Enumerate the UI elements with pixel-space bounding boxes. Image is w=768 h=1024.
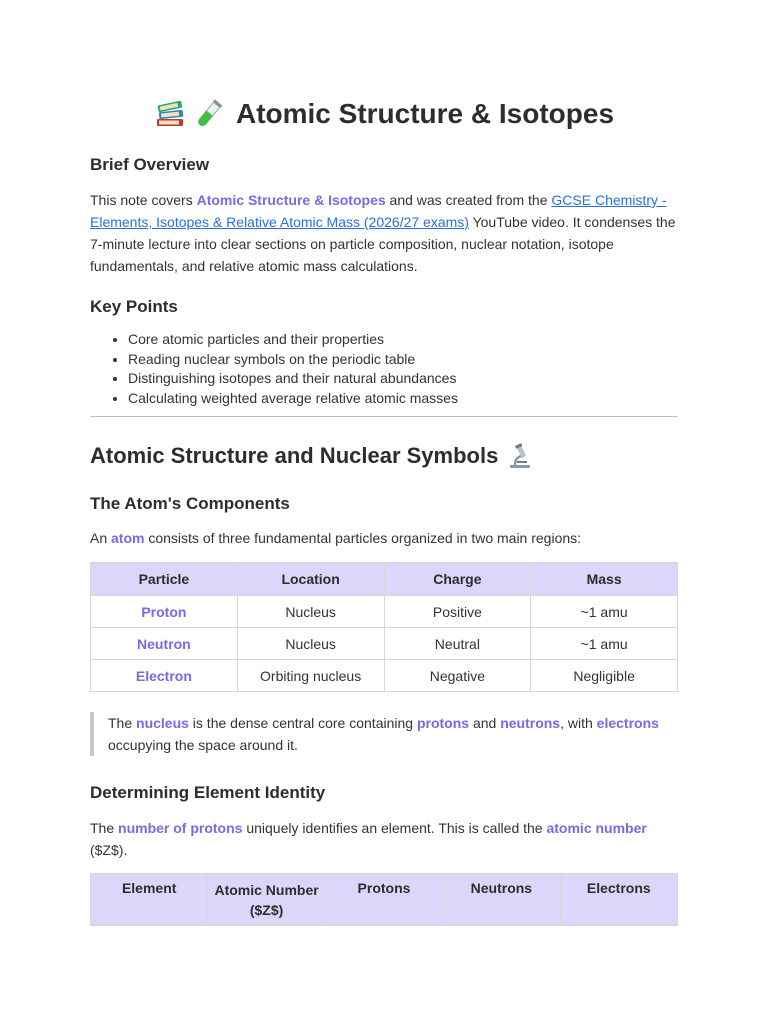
- section-heading-text: Atomic Structure and Nuclear Symbols: [90, 443, 499, 468]
- table-header-row: [91, 874, 678, 926]
- page-title-text: Atomic Structure & Isotopes: [235, 98, 615, 129]
- components-heading: The Atom's Components: [90, 494, 290, 513]
- table-cell: Negative: [384, 660, 531, 692]
- term-nucleus: nucleus: [136, 715, 189, 731]
- table-header-cell: Atomic Number ($Z$): [208, 874, 325, 926]
- list-item: • Reading nuclear symbols on the periodic table: [128, 350, 688, 370]
- books-icon: [154, 97, 188, 131]
- identity-paragraph: [90, 817, 680, 861]
- overview-text-2: and was created from the: [385, 192, 552, 208]
- table-header-cell: Electrons: [560, 874, 677, 926]
- table-cell: ~1 amu: [531, 628, 678, 660]
- section-heading: [90, 442, 534, 470]
- overview-heading: Brief Overview: [90, 155, 210, 174]
- callout-text-4: , with: [560, 715, 597, 731]
- term-electrons: electrons: [596, 715, 659, 731]
- test-tube-icon: [192, 97, 226, 131]
- identity-text-2: uniquely identifies an element. This is called the: [242, 820, 547, 836]
- table-row: [91, 628, 678, 660]
- table-cell: Nucleus: [237, 628, 384, 660]
- element-table: [90, 873, 678, 926]
- microscope-icon: [506, 442, 534, 470]
- callout-text-3: and: [469, 715, 501, 731]
- table-cell: Proton: [91, 596, 238, 628]
- table-header-row: [91, 563, 678, 596]
- table-cell: Nucleus: [237, 596, 384, 628]
- key-points-heading: Key Points: [90, 297, 178, 316]
- table-row: [91, 596, 678, 628]
- table-cell: ~1 amu: [531, 596, 678, 628]
- table-header-cell: Protons: [325, 874, 442, 926]
- identity-heading: Determining Element Identity: [90, 783, 326, 802]
- identity-text-1: The: [90, 820, 119, 836]
- table-cell: Positive: [384, 596, 531, 628]
- page-title: [90, 0, 678, 136]
- term-neutrons: neutrons: [500, 715, 561, 731]
- overview-text-3: YouTube video. It condenses the 7-minute lecture into clear sections on particle composition, nuclear notation, isotope fundamentals, and relative atomic mass calculations.: [90, 214, 676, 274]
- table-header-cell: Particle: [91, 563, 238, 596]
- table-cell: Negligible: [531, 660, 678, 692]
- table-cell: Orbiting nucleus: [237, 660, 384, 692]
- overview-text-1: This note covers: [90, 192, 197, 208]
- source-video-link[interactable]: GCSE Chemistry - Elements, Isotopes & Relative Atomic Mass (2026/27 exams): [90, 192, 667, 230]
- list-item: • Calculating weighted average relative atomic masses: [128, 389, 688, 409]
- title-emoji-group: [154, 97, 226, 131]
- nucleus-callout: [90, 712, 678, 756]
- section-divider: [90, 416, 678, 417]
- callout-text-2: is the dense central core containing: [188, 715, 417, 731]
- table-cell: Neutron: [91, 628, 238, 660]
- identity-text-3: ($Z$).: [90, 842, 128, 858]
- callout-text-1: The: [108, 715, 137, 731]
- table-header-cell: Neutrons: [443, 874, 560, 926]
- components-text-2: consists of three fundamental particles organized in two main regions:: [144, 530, 582, 546]
- table-row: [91, 660, 678, 692]
- overview-paragraph: [90, 189, 680, 277]
- components-paragraph: [90, 527, 680, 549]
- term-atom: atom: [111, 530, 145, 546]
- table-header-cell: Location: [237, 563, 384, 596]
- list-item: • Distinguishing isotopes and their natural abundances: [128, 369, 688, 389]
- table-header-cell: Charge: [384, 563, 531, 596]
- table-cell: Electron: [91, 660, 238, 692]
- term-number-of-protons: number of protons: [118, 820, 243, 836]
- callout-text-5: occupying the space around it.: [108, 737, 298, 753]
- callout-text: [108, 712, 678, 756]
- key-points-list: [90, 330, 688, 408]
- table-header-cell: Mass: [531, 563, 678, 596]
- term-protons: protons: [416, 715, 470, 731]
- components-text-1: An: [90, 530, 112, 546]
- term-atomic-number: atomic number: [546, 820, 647, 836]
- particle-table: [90, 562, 678, 692]
- list-item: • Core atomic particles and their properties: [128, 330, 688, 350]
- table-header-cell: Element: [91, 874, 208, 926]
- overview-topic: Atomic Structure & Isotopes: [196, 192, 386, 208]
- table-cell: Neutral: [384, 628, 531, 660]
